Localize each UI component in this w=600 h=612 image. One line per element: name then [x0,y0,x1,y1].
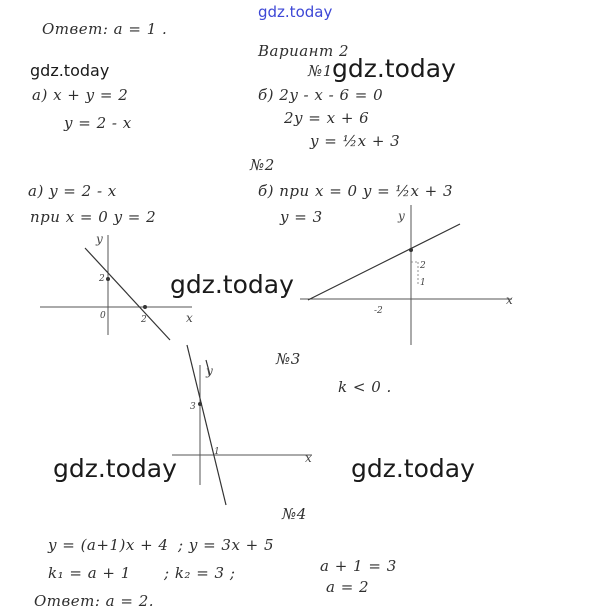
variant-heading: Вариант 2 [258,42,350,60]
task1-label: №1 [308,62,333,80]
task4-eq1: a + 1 = 3 [320,557,397,575]
graph-b-tick-neg2: -2 [374,306,383,316]
graph-a-point-y [106,277,110,281]
task2-a-line2: при x = 0 y = 2 [30,208,157,226]
task3-answer: k < 0 . [338,378,392,396]
graph-c-y-label: y [206,364,213,378]
task2-a-line1: а) y = 2 - x [28,182,117,200]
task4-answer: Ответ: a = 2. [34,592,155,610]
graph-a-tick-origin: 0 [100,311,106,321]
task1-b-line2: 2y = x + 6 [284,109,370,127]
watermark-bottom-right: gdz.today [351,454,475,483]
watermark-top: gdz.today [258,3,333,21]
graph-b [300,205,513,345]
graph-a-tick-y2: 2 [99,274,105,284]
graph-b-tick-2: 2 [420,261,426,271]
task1-a-line2: y = 2 - x [64,114,132,132]
graph-c [172,345,312,505]
task4-line2-right: ; k₂ = 3 ; [164,564,236,582]
graph-c-x-label: x [305,451,312,465]
task2-label: №2 [250,156,275,174]
task4-eq2: a = 2 [326,578,370,596]
task1-a-line1: а) x + y = 2 [32,86,129,104]
graph-c-tick-3: 3 [190,402,196,412]
task2-b-line1: б) при x = 0 y = ½x + 3 [258,182,454,200]
watermark-variant: gdz.today [332,54,456,83]
task4-line1-left: y = (a+1)x + 4 [48,536,169,554]
graph-b-x-label: x [506,293,513,307]
graph-b-point-y [409,248,413,252]
task3-label: №3 [276,350,301,368]
graph-c-point-y [198,402,202,406]
top-answer: Ответ: a = 1 . [42,20,168,38]
graph-a-line [85,248,170,340]
task1-b-line1: б) 2y - x - 6 = 0 [258,86,384,104]
task1-b-line3: y = ½x + 3 [310,132,401,150]
graph-a-tick-x2: 2 [141,315,147,325]
watermark-middle: gdz.today [170,270,294,299]
graph-a-point-x [143,305,147,309]
graph-c-tick-1: 1 [214,447,220,457]
graph-a-x-label: x [186,311,193,325]
graph-b-y-label: y [398,209,405,223]
graph-b-tick-1: 1 [420,278,426,288]
watermark-bottom-left: gdz.today [53,454,177,483]
watermark-small-left: gdz.today [30,61,110,80]
graph-a-y-label: y [96,232,103,246]
task4-line2-left: k₁ = a + 1 [48,564,131,582]
task4-line1-right: ; y = 3x + 5 [178,536,275,554]
task4-label: №4 [282,505,307,523]
graph-b-line [308,224,460,300]
task2-b-line2: y = 3 [280,208,323,226]
